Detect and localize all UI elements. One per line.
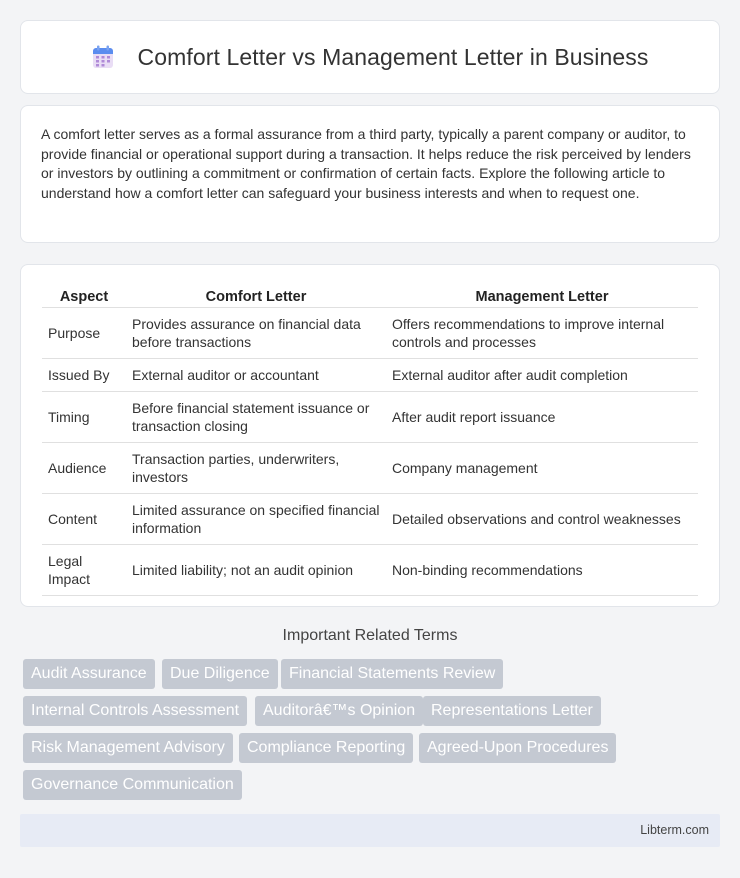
row-aspect: Issued By — [42, 359, 126, 392]
header-management-letter: Management Letter — [386, 285, 698, 308]
row-comfort: Before financial statement issuance or transaction closing — [126, 392, 386, 443]
table-row — [42, 359, 698, 392]
tag-internal-controls-assessment[interactable]: Internal Controls Assessment — [23, 696, 247, 726]
row-aspect: Legal Impact — [42, 545, 126, 596]
tag-representations-letter[interactable]: Representations Letter — [423, 696, 601, 726]
table-row — [42, 308, 698, 359]
row-aspect: Timing — [42, 392, 126, 443]
tag-compliance-reporting[interactable]: Compliance Reporting — [239, 733, 413, 763]
tag-agreed-upon-procedures[interactable]: Agreed-Upon Procedures — [419, 733, 616, 763]
calendar-icon — [92, 45, 114, 69]
footer-site-link[interactable]: Libterm.com — [640, 823, 709, 837]
page-title: Comfort Letter vs Management Letter in Business — [137, 43, 649, 70]
row-aspect: Content — [42, 494, 126, 545]
row-management: Company management — [386, 443, 698, 494]
tag-governance-communication[interactable]: Governance Communication — [23, 770, 242, 800]
related-terms-title: Important Related Terms — [282, 627, 458, 644]
header-comfort-letter: Comfort Letter — [126, 285, 386, 308]
row-comfort: Limited liability; not an audit opinion — [126, 545, 386, 596]
footer — [20, 814, 720, 847]
tag-audit-assurance[interactable]: Audit Assurance — [23, 659, 155, 689]
row-aspect: Audience — [42, 443, 126, 494]
table-header-row — [42, 285, 698, 308]
title-card — [20, 20, 720, 94]
table-row — [42, 443, 698, 494]
intro-card — [20, 105, 720, 243]
table-row — [42, 392, 698, 443]
row-comfort: Transaction parties, underwriters, investors — [126, 443, 386, 494]
tag-risk-management-advisory[interactable]: Risk Management Advisory — [23, 733, 233, 763]
header-aspect: Aspect — [42, 285, 126, 308]
table-row — [42, 545, 698, 596]
row-comfort: Limited assurance on specified financial information — [126, 494, 386, 545]
row-management: Offers recommendations to improve internal controls and processes — [386, 308, 698, 359]
comparison-table — [42, 285, 698, 596]
tag-financial-statements-review[interactable]: Financial Statements Review — [281, 659, 503, 689]
row-management: External auditor after audit completion — [386, 359, 698, 392]
row-comfort: External auditor or accountant — [126, 359, 386, 392]
comparison-table-card — [20, 264, 720, 607]
tag-due-diligence[interactable]: Due Diligence — [162, 659, 278, 689]
row-management: Detailed observations and control weaknesses — [386, 494, 698, 545]
intro-text: A comfort letter serves as a formal assurance from a third party, typically a parent company or auditor, to provide financial or operational support during a transaction. It helps reduce the risk perceived by lenders or investors by outlining a commitment or confirmation of certain facts. Explore the following article to understand how a comfort letter can safeguard your business interests and when to request one. — [41, 126, 691, 201]
row-aspect: Purpose — [42, 308, 126, 359]
row-comfort: Provides assurance on financial data before transactions — [126, 308, 386, 359]
row-management: After audit report issuance — [386, 392, 698, 443]
row-management: Non-binding recommendations — [386, 545, 698, 596]
tag-auditors-opinion[interactable]: Auditorâ€™s Opinion — [255, 696, 423, 726]
table-row — [42, 494, 698, 545]
